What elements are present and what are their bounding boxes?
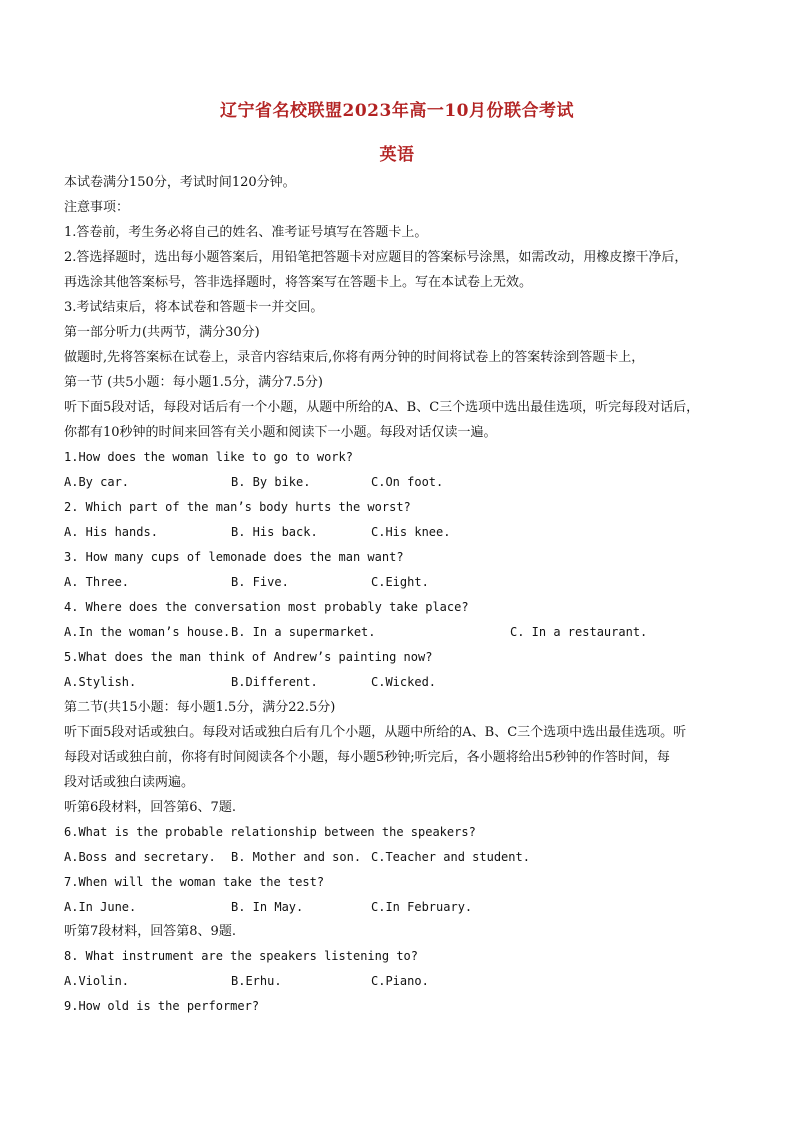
section2-heading: 第二节(共15小题：每小题1.5分，满分22.5分) (64, 700, 336, 715)
option-b: B.Erhu. (231, 974, 282, 988)
option-c: C.Piano. (371, 974, 429, 988)
question-4: 4. Where does the conversation most probably take place? (64, 600, 469, 614)
section1-heading: 第一节 (共5小题：每小题1.5分，满分7.5分) (64, 375, 323, 390)
option-c: C.On foot. (371, 475, 444, 489)
option-b: B. By bike. (231, 475, 311, 489)
question-1: 1.How does the woman like to go to work? (64, 450, 353, 464)
notice-item-1: 1.答卷前，考生务必将自己的姓名、准考证号填写在答题卡上。 (64, 225, 428, 240)
question-2: 2. Which part of the man’s body hurts the worst? (64, 500, 411, 514)
option-b: B. Mother and son. (231, 850, 362, 864)
option-a: A.Boss and secretary. (64, 850, 216, 864)
part1-heading: 第一部分听力(共两节，满分30分) (64, 325, 260, 340)
section2-instruction-end: 段对话或独白读两遍。 (64, 775, 195, 790)
notice-item-3: 3.考试结束后，将本试卷和答题卡一并交回。 (64, 300, 324, 315)
section2-instruction-cont: 每段对话或独白前，你将有时间阅读各个小题，每小题5秒钟;听完后，各小题将给出5秒钟的作答时间，每 (64, 750, 670, 765)
option-a: A.Stylish. (64, 675, 137, 689)
question-8: 8. What instrument are the speakers listening to? (64, 949, 419, 963)
option-a: A.Violin. (64, 974, 130, 988)
option-b: B.Different. (231, 675, 318, 689)
option-a: A. His hands. (64, 525, 158, 539)
section2-instruction: 听下面5段对话或独白。每段对话或独白后有几个小题，从题中所给的A、B、C三个选项中选出最佳选项。听 (64, 725, 687, 740)
notice-item-2-cont: 再选涂其他答案标号，答非选择题时，将答案写在答题卡上。写在本试卷上无效。 (64, 275, 533, 290)
option-c: C.Eight. (371, 575, 429, 589)
material-6-heading: 听第6段材料，回答第6、7题. (64, 800, 236, 815)
notice-item-2: 2.答选择题时，选出每小题答案后，用铅笔把答题卡对应题目的答案标号涂黑，如需改动，用橡皮擦干净后， (64, 250, 688, 265)
part1-instruction: 做题时,先将答案标在试卷上，录音内容结束后,你将有两分钟的时间将试卷上的答案转涂到答题卡上， (64, 350, 645, 365)
option-b: B. Five. (231, 575, 289, 589)
option-c: C.His knee. (371, 525, 451, 539)
notice-heading: 注意事项： (64, 200, 130, 215)
option-a: A. Three. (64, 575, 130, 589)
score-note: 本试卷满分150分，考试时间120分钟。 (64, 175, 296, 190)
section1-instruction-cont: 你都有10秒钟的时间来回答有关小题和阅读下一小题。每段对话仅读一遍。 (64, 425, 497, 440)
subject-title: 英语 (379, 145, 415, 165)
option-b: B. His back. (231, 525, 318, 539)
option-a: A.In the woman’s house. (64, 625, 231, 639)
option-b: B. In May. (231, 900, 304, 914)
exam-title: 辽宁省名校联盟2023年高一10月份联合考试 (220, 101, 574, 121)
question-5: 5.What does the man think of Andrew’s painting now? (64, 650, 433, 664)
material-7-heading: 听第7段材料，回答第8、9题. (64, 924, 236, 939)
option-b: B. In a supermarket. (231, 625, 376, 639)
question-7: 7.When will the woman take the test? (64, 875, 325, 889)
option-c: C.Wicked. (371, 675, 437, 689)
section1-instruction: 听下面5段对话，每段对话后有一个小题，从题中所给的A、B、C三个选项中选出最佳选项，听完每段对话后， (64, 400, 700, 415)
question-3: 3. How many cups of lemonade does the man want? (64, 550, 404, 564)
option-c: C. In a restaurant. (510, 625, 648, 639)
option-c: C.Teacher and student. (371, 850, 530, 864)
question-6: 6.What is the probable relationship between the speakers? (64, 825, 476, 839)
option-a: A.By car. (64, 475, 130, 489)
option-c: C.In February. (371, 900, 473, 914)
question-9: 9.How old is the performer? (64, 999, 260, 1013)
option-a: A.In June. (64, 900, 137, 914)
